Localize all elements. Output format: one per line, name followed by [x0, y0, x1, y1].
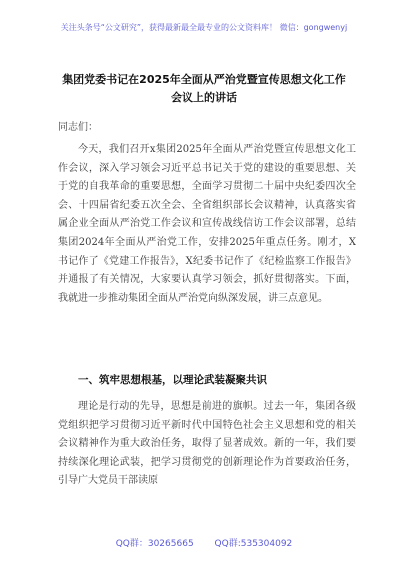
document-title — [40, 71, 368, 107]
title-line-2: 会议上的讲话 — [171, 91, 237, 104]
footer-qq-group-1: QQ群：30265665 — [115, 539, 194, 549]
section-heading-1: 一、筑牢思想根基，以理论武装凝聚共识 — [78, 374, 267, 386]
paragraph-intro: 今天，我们召开x集团2025年全面从严治党暨宣传思想文化工作会议，深入学习领会习近平总书记关于党的建设的重要思想、关于党的自我革命的重要思想，全面学习贯彻二十届中央纪委四次全会、十四届省纪委五次全会、全省组织部长会议精神，认真落实省属企业全面从严治党工作会议和宣传战线信访工作会议部署，总结集团2024年全面从严治党工作，安排2025年重点任务。刚才，X书记作了《党建工作报告》，X纪委书记作了《纪检监察工作报告》并通报了有关情况，大家要认真学习领会，抓好贯彻落实。下面，我就进一步推动集团全面从严治党向纵深发展，讲三点意见。 — [58, 144, 356, 304]
salutation: 同志们： — [58, 122, 98, 133]
header-watermark: 关注头条号“公文研究”，获得最新最全最专业的公文资料库！ 微信：gongwenyj — [60, 23, 348, 32]
footer-contact — [0, 536, 408, 549]
title-line-1: 集团党委书记在2025年全面从严治党暨宣传思想文化工作 — [62, 73, 346, 86]
footer-qq-group-2: QQ群:535304092 — [214, 539, 293, 549]
paragraph-section-1: 理论是行动的先导，思想是前进的旗帜。过去一年，集团各级党组织把学习贯彻习近平新时代中国特色社会主义思想和党的相关会议精神作为重大政治任务，取得了显著成效。新的一年，我们要持续深化理论武装，把学习贯彻党的创新理论作为首要政治任务，引导广大党员干部读原 — [58, 401, 356, 487]
